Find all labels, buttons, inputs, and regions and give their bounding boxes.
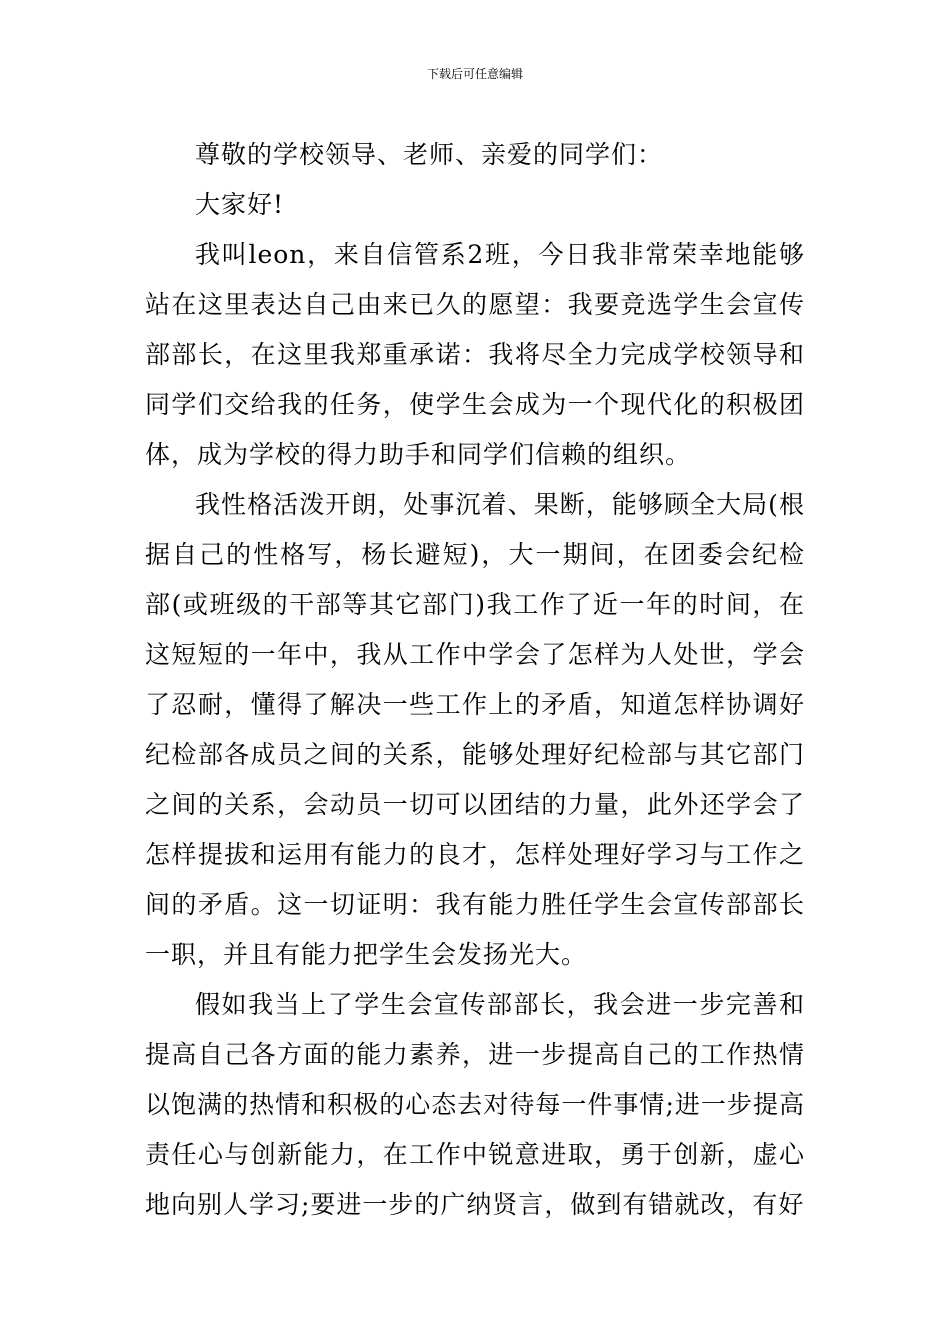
paragraph-experience: 我性格活泼开朗，处事沉着、果断，能够顾全大局(根据自己的性格写，杨长避短)，大一期间，在团委会纪检部(或班级的干部等其它部门)我工作了近一年的时间，在这短短的一年中，我从工作中学会了怎样为人处世，学会了忍耐，懂得了解决一些工作上的矛盾，知道怎样协调好纪检部各成员之间的关系，能够处理好纪检部与其它部门之间的关系，会动员一切可以团结的力量，此外还学会了怎样提拔和运用有能力的良才，怎样处理好学习与工作之间的矛盾。这一切证明：我有能力胜任学生会宣传部部长一职，并且有能力把学生会发扬光大。: [145, 490, 805, 969]
paragraph-introduction: 我叫leon，来自信管系2班，今日我非常荣幸地能够站在这里表达自己由来已久的愿望：我要竞选学生会宣传部部长，在这里我郑重承诺：我将尽全力完成学校领导和同学们交给我的任务，使学生会成为一个现代化的积极团体，成为学校的得力助手和同学们信赖的组织。: [145, 240, 805, 469]
page-header: 下载后可任意编辑: [426, 67, 523, 81]
greeting-line: 尊敬的学校领导、老师、亲爱的同学们：: [195, 140, 664, 169]
paragraph-plans: 假如我当上了学生会宣传部部长，我会进一步完善和提高自己各方面的能力素养，进一步提高自己的工作热情以饱满的热情和积极的心态去对待每一件事情;进一步提高责任心与创新能力，在工作中锐意进取，勇于创新，虚心地向别人学习;要进一步的广纳贤言，做到有错就改，有好: [145, 990, 805, 1219]
hello-line: 大家好!: [195, 190, 285, 219]
document-body: [145, 130, 805, 1230]
